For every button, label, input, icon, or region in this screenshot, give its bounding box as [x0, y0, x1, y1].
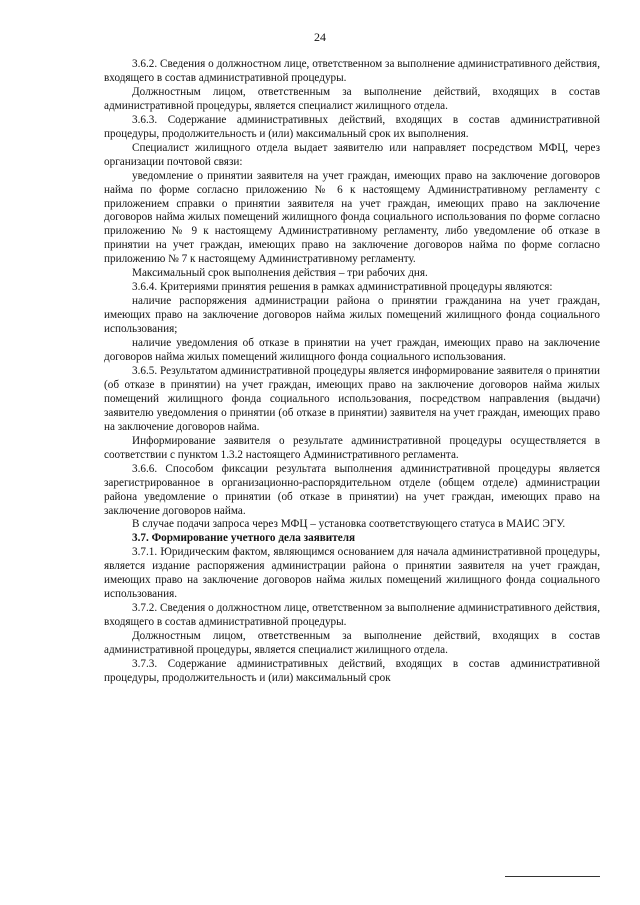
paragraph: Должностным лицом, ответственным за выполнение действий, входящих в состав административной процедуры, является специалист жилищного отдела.: [104, 630, 600, 657]
paragraph: Максимальный срок выполнения действия – три рабочих дня.: [132, 267, 428, 280]
paragraph: 3.6.5. Результатом административной процедуры является информирование заявителя о принятии (об отказе в принятии) на учет граждан, имеющих право на заключение договоров найма жилых помещений жилищного фонда социального использования, посредством направления (выдачи) заявителю уведомления о принятии (об отказе в принятии) заявителя на учет граждан, имеющих право на заключение договоров найма.: [104, 364, 600, 433]
paragraph: наличие распоряжения администрации района о принятии гражданина на учет граждан, имеющих право на заключение договоров найма жилых помещений жилищного фонда социального использования;: [104, 295, 600, 336]
paragraph: В случае подачи запроса через МФЦ – установка соответствующего статуса в МАИС ЭГУ.: [132, 518, 566, 531]
paragraph: 3.7.3. Содержание административных действий, входящих в состав административной процедуры, продолжительность и (или) максимальный срок: [104, 657, 600, 684]
paragraph: 3.6.6. Способом фиксации результата выполнения административной процедуры является зарегистрированное в организационно-распорядительном отделе (общем отделе) администрации района уведомление о принятии (об отказе в принятии) на учет граждан, имеющих право на заключение договоров найма.: [104, 462, 600, 517]
section-heading: 3.7. Формирование учетного дела заявителя: [132, 532, 356, 545]
paragraph: 3.7.1. Юридическим фактом, являющимся основанием для начала административной процедуры, является издание распоряжения администрации района о принятии заявителя на учет граждан, имеющих право на заключение договоров найма жилых помещений жилищного фонда социального использования.: [104, 546, 600, 601]
paragraph: Специалист жилищного отдела выдает заявителю или направляет посредством МФЦ, через организации почтовой связи:: [104, 141, 600, 168]
document-body: [104, 58, 600, 686]
paragraph: 3.6.2. Сведения о должностном лице, ответственном за выполнение административного действия, входящего в состав административной процедуры.: [104, 58, 600, 84]
paragraph: Информирование заявителя о результате административной процедуры осуществляется в соответствии с пунктом 1.3.2 настоящего Административного регламента.: [104, 434, 600, 461]
paragraph: 3.7.2. Сведения о должностном лице, ответственном за выполнение административного действия, входящего в состав административной процедуры.: [104, 602, 600, 629]
paragraph: 3.6.3. Содержание административных действий, входящих в состав административной процедуры, продолжительность и (или) максимальный срок их выполнения.: [104, 113, 600, 140]
paragraph: Должностным лицом, ответственным за выполнение действий, входящих в состав административной процедуры, является специалист жилищного отдела.: [104, 85, 600, 112]
paragraph: уведомление о принятии заявителя на учет граждан, имеющих право на заключение договоров найма по форме согласно приложению № 6 к настоящему Административному регламенту с приложением справки о принятии заявителя на учет граждан, имеющих право на заключение договоров найма жилых помещений жилищного фонда социального использования по форме согласно приложению № 9 к настоящему Административному регламенту, либо уведомление об отказе в принятии на учет граждан, имеющих право на заключение договоров найма по форме согласно приложению № 7 к настоящему Административному регламенту.: [104, 169, 600, 266]
page-number: 24: [314, 30, 326, 44]
footer-rule: [505, 876, 600, 877]
paragraph: наличие уведомления об отказе в принятии на учет граждан, имеющих право на заключение договоров найма жилых помещений жилищного фонда социального использования.: [104, 337, 600, 364]
paragraph: 3.6.4. Критериями принятия решения в рамках административной процедуры являются:: [132, 281, 553, 294]
